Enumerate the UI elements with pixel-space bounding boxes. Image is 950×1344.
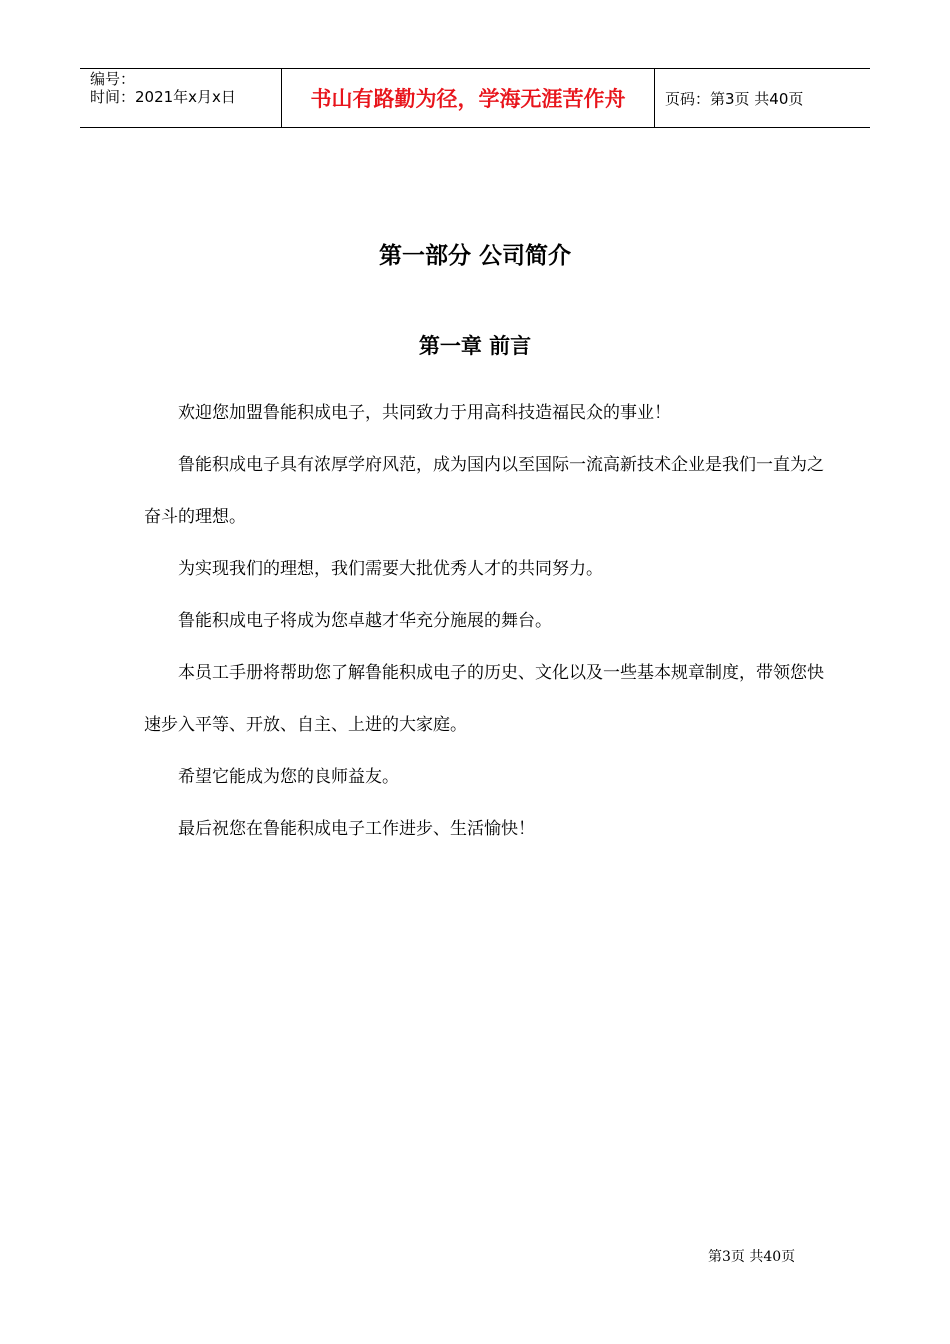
paragraph: 本员工手册将帮助您了解鲁能积成电子的历史、文化以及一些基本规章制度，带领您快速步入平等、开放、自主、上进的大家庭。 xyxy=(144,663,824,735)
header-meta-cell xyxy=(80,69,282,127)
document-number-label: 编号： xyxy=(90,70,136,88)
paragraph: 为实现我们的理想，我们需要大批优秀人才的共同努力。 xyxy=(178,559,603,579)
paragraph: 欢迎您加盟鲁能积成电子，共同致力于用高科技造福民众的事业！ xyxy=(178,403,671,423)
header-motto: 书山有路勤为径，学海无涯苦作舟 xyxy=(310,87,626,111)
paragraph: 鲁能积成电子将成为您卓越才华充分施展的舞台。 xyxy=(178,611,552,631)
header-motto-cell xyxy=(282,69,655,127)
paragraph: 希望它能成为您的良师益友。 xyxy=(178,767,399,787)
part-title: 第一部分 公司简介 xyxy=(378,243,571,269)
header-page-label: 页码：第3页 共40页 xyxy=(665,89,804,108)
footer-page-number: 第3页 共40页 xyxy=(708,1249,796,1265)
chapter-title: 第一章 前言 xyxy=(418,334,532,358)
header-table xyxy=(80,68,870,128)
header-page-cell xyxy=(655,69,870,127)
document-time-label: 时间：2021年x月x日 xyxy=(90,88,236,106)
paragraph: 鲁能积成电子具有浓厚学府风范，成为国内以至国际一流高新技术企业是我们一直为之奋斗的理想。 xyxy=(144,455,824,527)
paragraph: 最后祝您在鲁能积成电子工作进步、生活愉快！ xyxy=(178,819,535,839)
body-text xyxy=(144,398,824,866)
